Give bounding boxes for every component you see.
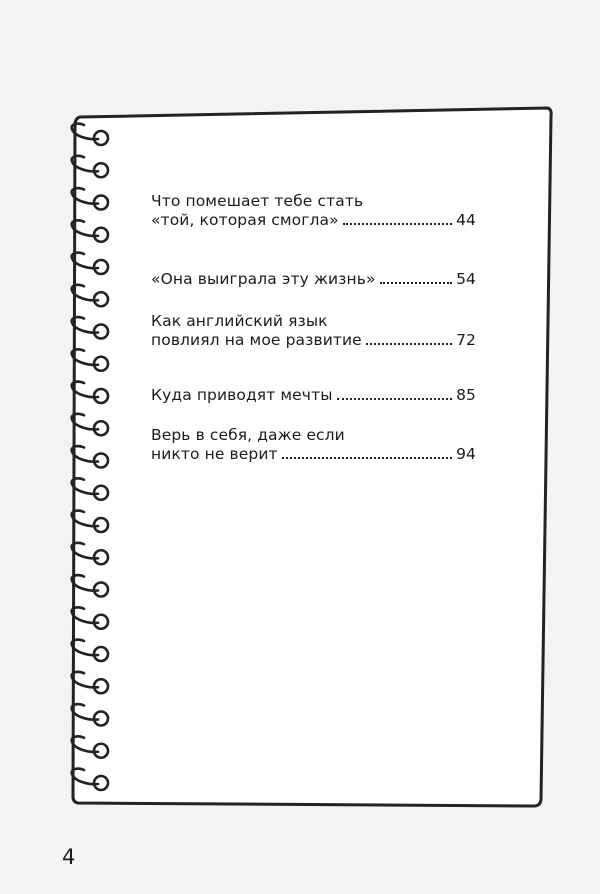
- toc-entry-title-line: повлиял на мое развитие: [151, 331, 362, 349]
- dot-leader: [366, 342, 452, 345]
- dot-leader: [282, 456, 452, 459]
- dot-leader: [380, 281, 452, 284]
- toc-entry-row: [151, 211, 476, 230]
- page-number: 4: [62, 845, 76, 869]
- toc-entry-row: [151, 331, 476, 350]
- toc-entry: [151, 270, 476, 289]
- toc-entry: [151, 386, 476, 405]
- toc-entry-row: [151, 386, 476, 405]
- toc-entry: [151, 312, 476, 350]
- toc-entry-row: [151, 445, 476, 464]
- dot-leader: [343, 222, 452, 225]
- toc-page-number: 54: [456, 270, 476, 288]
- toc-entry-title-line: «той, которая смогла»: [151, 211, 339, 229]
- dot-leader: [337, 397, 453, 400]
- toc-entry-title-line: Верь в себя, даже если: [151, 426, 345, 444]
- toc-entry: [151, 192, 476, 230]
- toc-entry-row: [151, 270, 476, 289]
- toc-page-number: 72: [456, 331, 476, 349]
- toc-entry-title-line: Как английский язык: [151, 312, 328, 330]
- toc-entry: [151, 426, 476, 464]
- toc-entry-title-line: никто не верит: [151, 445, 278, 463]
- toc-entry-title-line: Что помешает тебе стать: [151, 192, 364, 210]
- toc-entry-title-line: Куда приводят мечты: [151, 386, 333, 404]
- toc-page-number: 85: [456, 386, 476, 404]
- toc-entry-title-line: «Она выиграла эту жизнь»: [151, 270, 376, 288]
- toc-page-number: 94: [456, 445, 476, 463]
- toc-page-number: 44: [456, 211, 476, 229]
